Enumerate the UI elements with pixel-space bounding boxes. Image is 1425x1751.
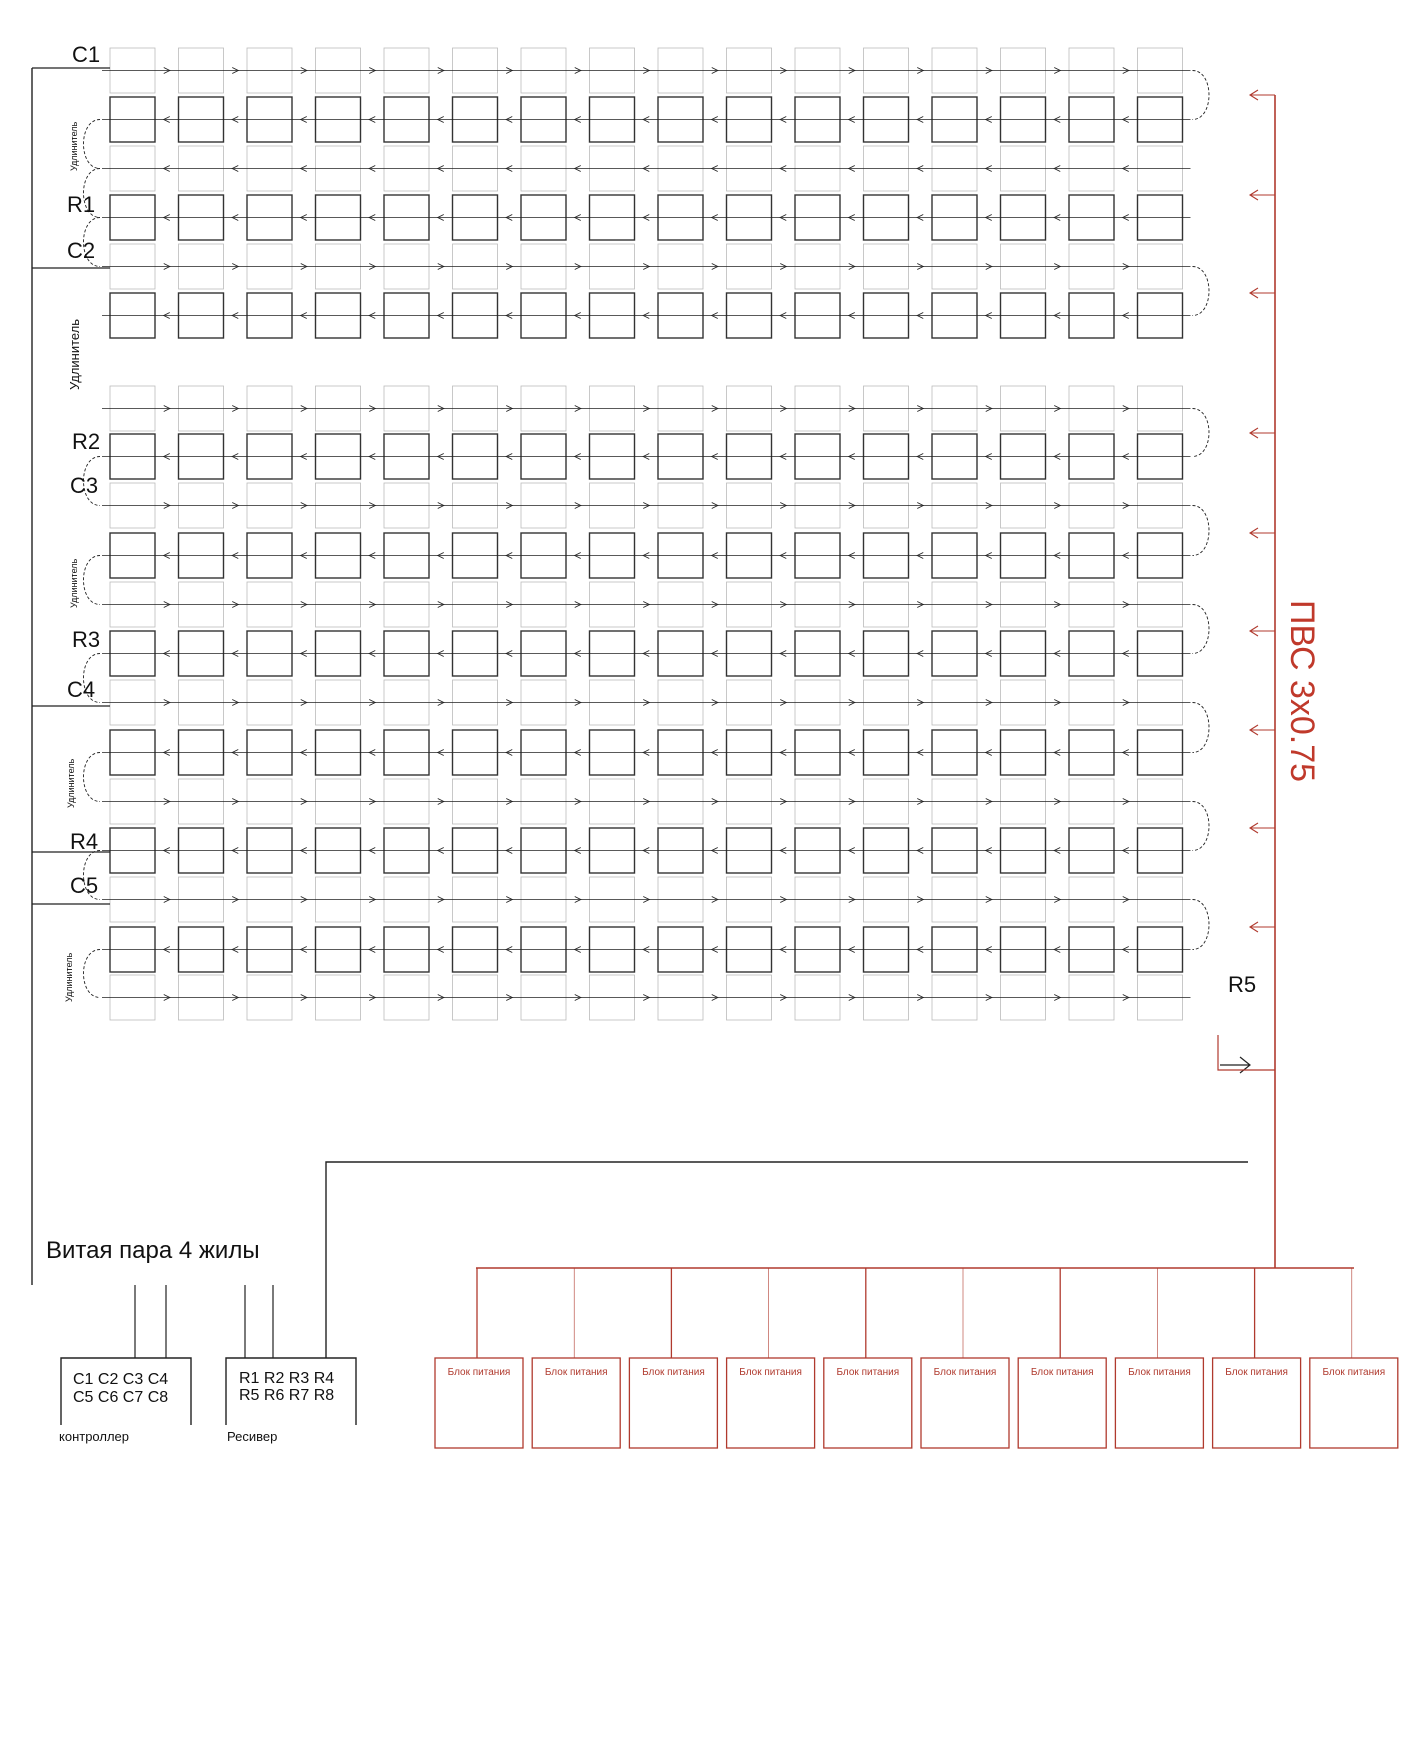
row-label-r2: R2 — [72, 429, 101, 454]
extender-label: Удлинитель — [64, 952, 74, 1002]
receiver-channels-2: R5 R6 R7 R8 — [239, 1387, 335, 1404]
row-label-c3: C3 — [70, 473, 99, 498]
power-supply-label: Блок питания — [1128, 1367, 1191, 1378]
row-label-c1: C1 — [72, 42, 101, 67]
power-tap — [1250, 922, 1275, 932]
turnaround-wire — [1193, 900, 1210, 950]
power-supply-label: Блок питания — [544, 1367, 608, 1378]
controller-caption: контроллер — [59, 1429, 130, 1444]
row-label-r5: R5 — [1228, 972, 1257, 997]
extender-label: Удлинитель — [67, 318, 82, 390]
led-module-grid — [110, 48, 1183, 1020]
power-tap — [1250, 428, 1275, 438]
power-tap — [1250, 288, 1275, 298]
extender-label: Удлинитель — [66, 758, 76, 808]
turnaround-wire — [1193, 605, 1210, 654]
power-tap — [1250, 528, 1275, 538]
receiver-channels-1: R1 R2 R3 R4 — [239, 1370, 335, 1387]
power-supplies — [435, 1358, 1398, 1448]
power-supply-label: Блок питания — [642, 1367, 705, 1378]
power-supply-label: Блок питания — [836, 1367, 900, 1378]
controller — [59, 1358, 191, 1444]
turnaround-wire — [84, 556, 101, 605]
row-label-r1: R1 — [67, 192, 96, 217]
extender-label: Удлинитель — [69, 558, 79, 608]
power-tap — [1250, 90, 1275, 100]
controller-channels-2: C5 C6 C7 C8 — [73, 1389, 169, 1406]
extender-label: Удлинитель — [69, 121, 79, 171]
twisted-pair-label: Витая пара 4 жилы — [46, 1237, 260, 1264]
power-cable-label: ПВС 3x0.75 — [1283, 600, 1321, 783]
receiver-caption: Ресивер — [227, 1429, 278, 1444]
power-supply-label: Блок питания — [933, 1367, 997, 1378]
turnaround-wire — [1193, 703, 1210, 753]
receiver-bus — [326, 1162, 1248, 1358]
power-tap — [1250, 725, 1275, 735]
turnaround-wire — [1193, 506, 1210, 556]
turnaround-wire — [84, 950, 101, 998]
power-supply-label: Блок питания — [1322, 1367, 1386, 1378]
controller-channels-1: C1 C2 C3 C4 — [73, 1371, 169, 1388]
power-tap — [1250, 823, 1275, 833]
row-label-c4: C4 — [67, 677, 96, 702]
row-label-c2: C2 — [67, 238, 96, 263]
power-supply-label: Блок питания — [447, 1367, 511, 1378]
receiver — [226, 1358, 356, 1444]
power-tap — [1250, 190, 1275, 200]
turnaround-wire — [1193, 71, 1210, 120]
power-supply-label: Блок питания — [1225, 1367, 1288, 1378]
turnaround-wire — [84, 120, 101, 169]
turnaround-wire — [1193, 267, 1210, 316]
row-label-c5: C5 — [70, 873, 99, 898]
power-tap — [1250, 626, 1275, 636]
turnaround-wire — [1193, 409, 1210, 457]
power-supply-label: Блок питания — [739, 1367, 802, 1378]
row-label-r4: R4 — [70, 829, 99, 854]
turnaround-wire — [84, 753, 101, 802]
row-label-r3: R3 — [72, 627, 101, 652]
power-supply-label: Блок питания — [1030, 1367, 1094, 1378]
turnaround-wire — [1193, 802, 1210, 851]
